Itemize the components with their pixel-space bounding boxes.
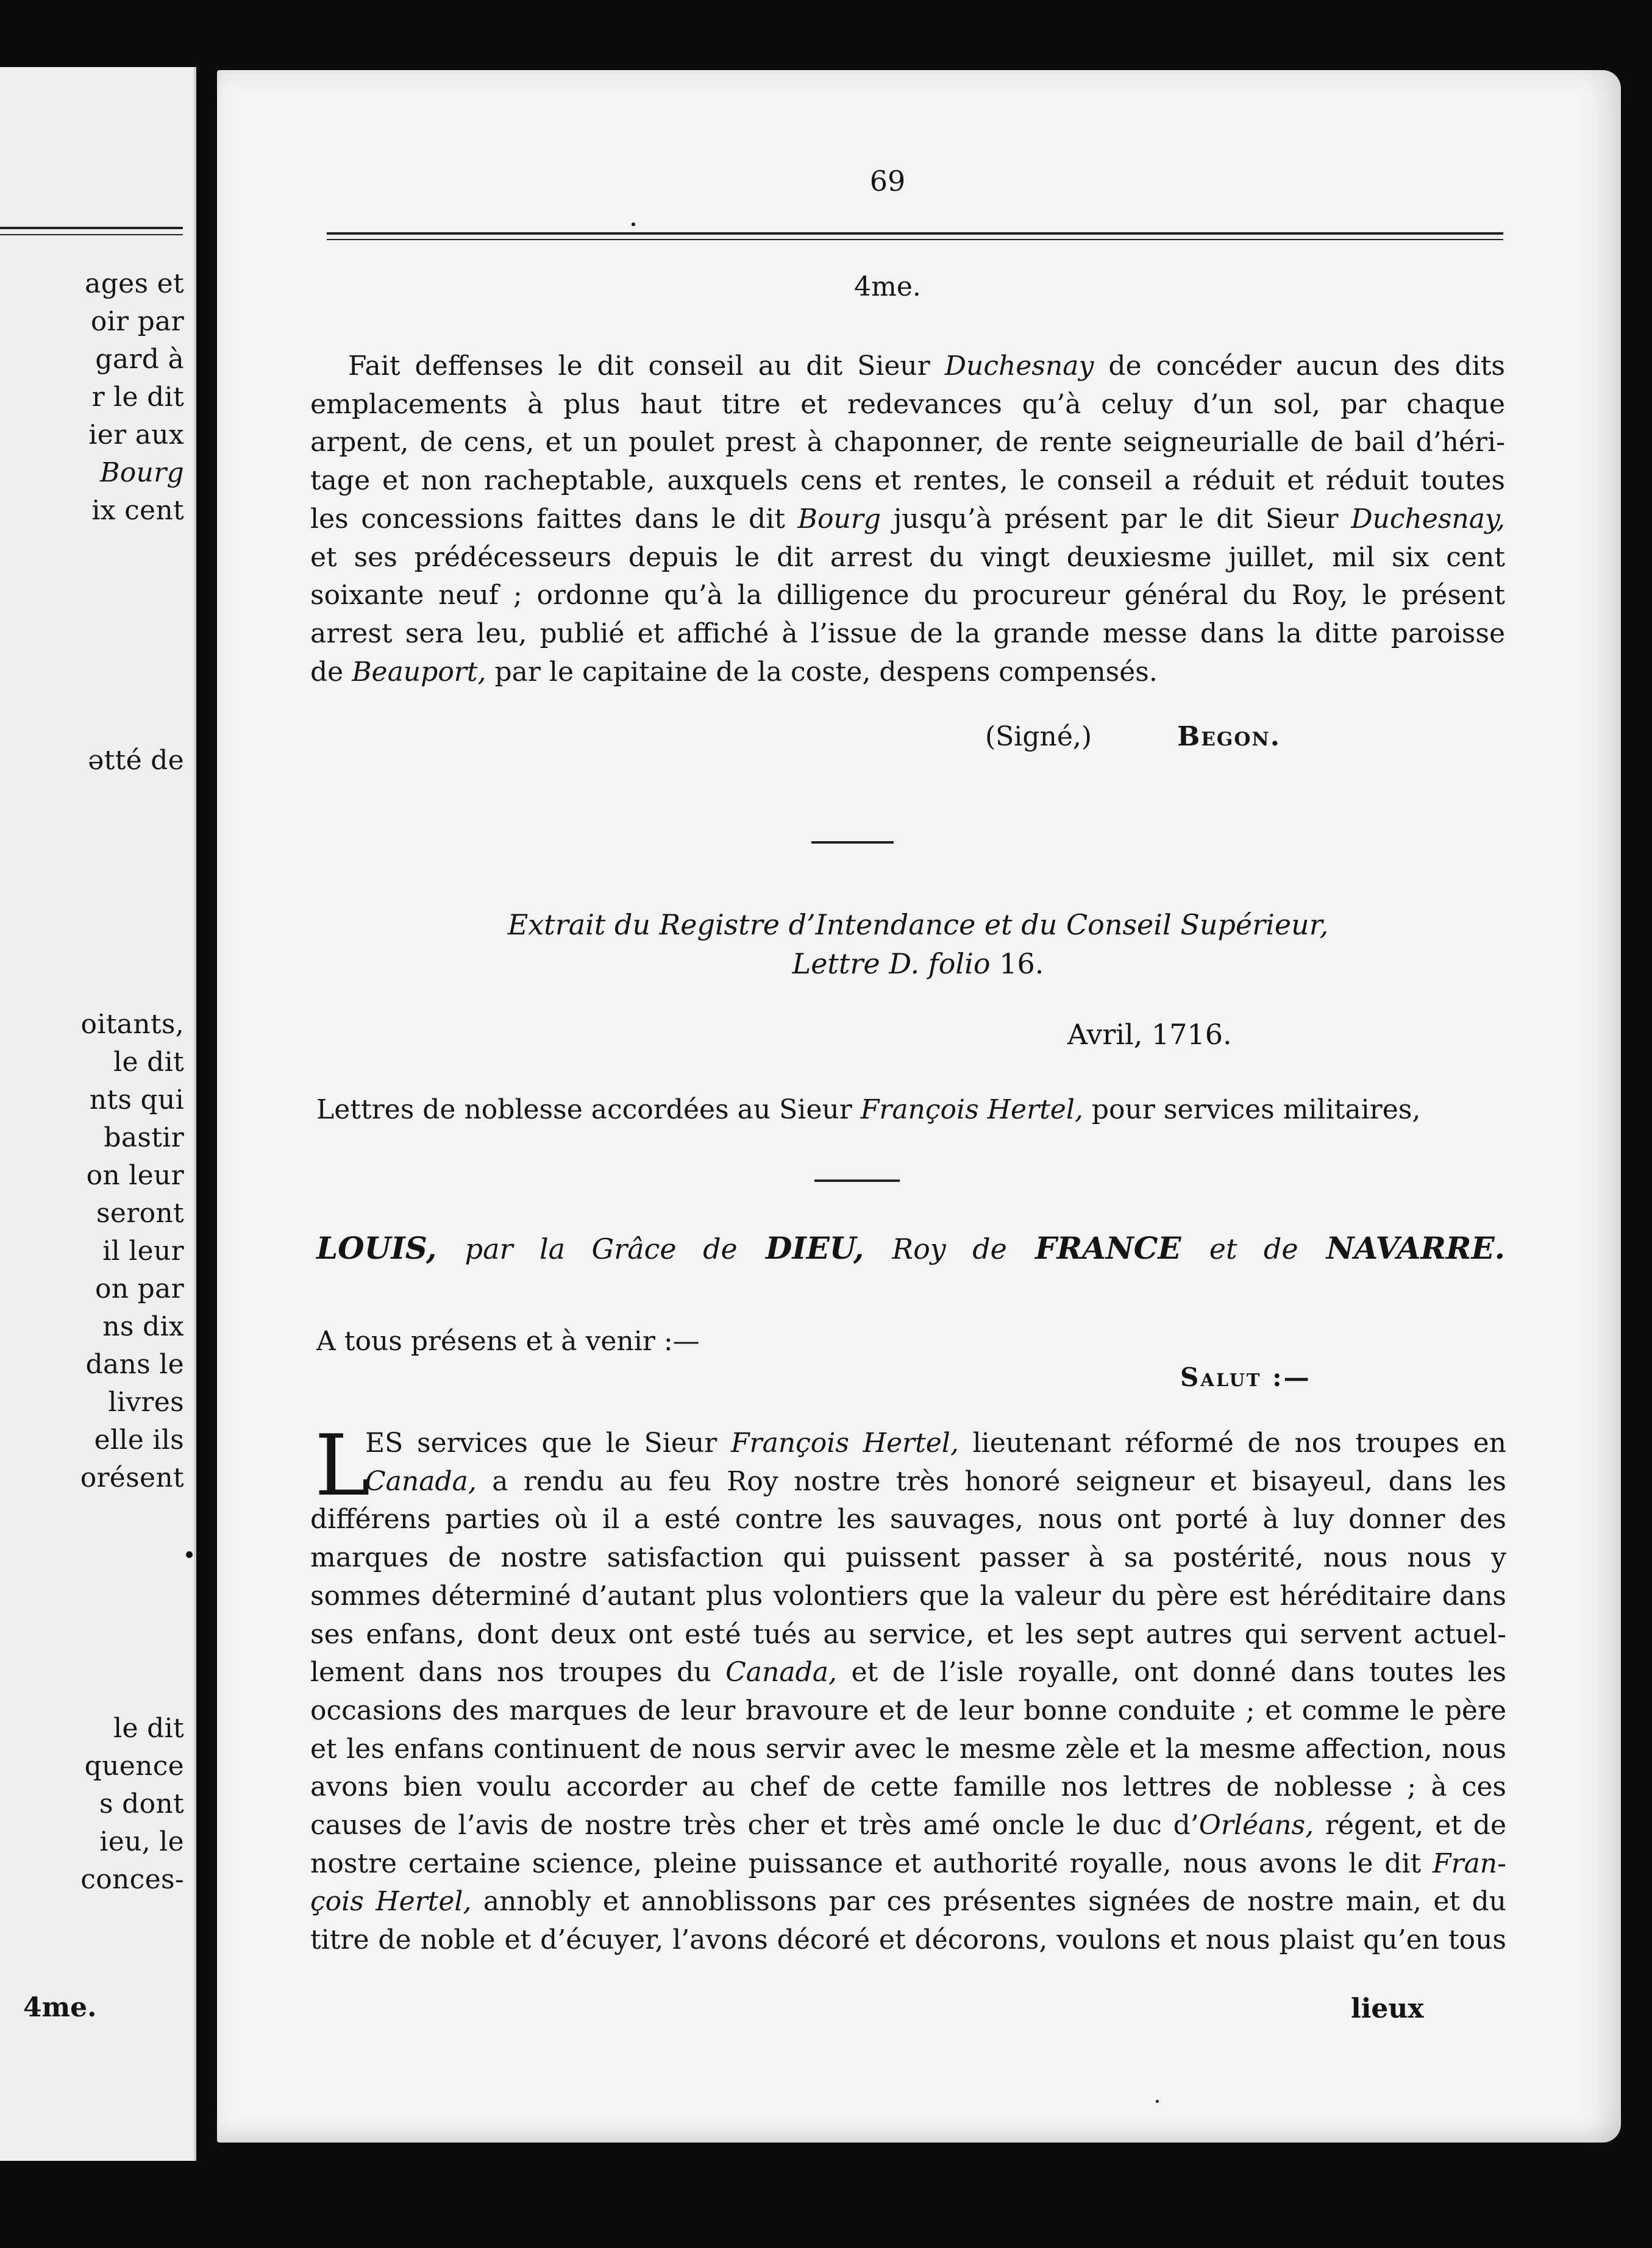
left-line: Bourg	[100, 457, 184, 488]
text-line: causes de l’avis de nostre très cher et très amé oncle le duc d’Orléans, régent, et de	[310, 1810, 1506, 1841]
catchword: lieux	[1351, 1993, 1424, 2024]
extract-heading	[339, 905, 1497, 983]
salut: Salut :—	[1180, 1362, 1311, 1392]
text-line: arpent, de cens, et un poulet prest à chaponner, de rente seigneurialle de bail d’héri-	[310, 427, 1505, 458]
text-line: marques de nostre satisfaction qui puissent passer à sa postérité, nous nous y	[310, 1542, 1506, 1574]
left-line: on leur	[86, 1160, 184, 1191]
left-line: ages et	[85, 268, 184, 299]
date: Avril, 1716.	[1067, 1018, 1232, 1051]
letters-title: Lettres de noblesse accordées au Sieur François Hertel, pour services militaires,	[316, 1094, 1421, 1125]
section-divider	[814, 1179, 900, 1182]
left-line: ətté de	[88, 745, 184, 776]
left-line: oitants,	[80, 1009, 184, 1040]
left-line: ier aux	[88, 419, 184, 450]
page	[217, 70, 1621, 2143]
text-line: ses enfans, dont deux ont esté tués au service, et les sept autres qui servent actuel-	[310, 1618, 1506, 1650]
text-line: et ses prédécesseurs depuis le dit arrest du vingt deuxiesme juillet, mil six cent	[310, 541, 1505, 573]
left-page-footer: 4me.	[23, 1992, 97, 2023]
letters-body	[310, 1417, 1507, 1960]
left-page-rule	[0, 227, 183, 229]
text-line: çois Hertel, annobly et annoblissons par ces présentes signées de nostre main, et du	[310, 1886, 1506, 1918]
extract-line-2: Lettre D. folio 16.	[792, 947, 1044, 980]
header-rule	[327, 232, 1503, 235]
left-line: dans le	[85, 1349, 184, 1380]
text-line: avons bien voulu accorder au chef de cette famille nos lettres de noblesse ; à ces	[310, 1771, 1506, 1803]
text-line: de Beauport, par le capitaine de la coste, despens compensés.	[310, 656, 1158, 688]
left-line: oir par	[90, 306, 184, 337]
left-line: elle ils	[94, 1425, 184, 1456]
text-line: Canada, a rendu au feu Roy nostre très honoré seigneur et bisayeul, dans les	[365, 1465, 1506, 1497]
left-line: r le dit	[91, 382, 184, 413]
address-line: A tous présens et à venir :—	[316, 1326, 700, 1357]
left-line: le dit	[113, 1713, 184, 1744]
left-line: bastir	[104, 1122, 184, 1153]
left-line: nts qui	[89, 1084, 184, 1115]
text-line: emplacements à plus haut titre et redevances qu’à celuy d’un sol, par chaque	[310, 388, 1505, 420]
left-line: on par	[94, 1273, 184, 1304]
text-line: lement dans nos troupes du Canada, et de l’isle royalle, ont donné dans toutes les	[310, 1657, 1507, 1688]
signature-block	[985, 721, 1281, 752]
text-line: occasions des marques de leur bravoure et de leur bonne conduite ; et comme le père	[310, 1695, 1506, 1726]
signature-label: (Signé,)	[985, 721, 1092, 752]
extract-line-1: Extrait du Registre d’Intendance et du Conseil Supérieur,	[507, 908, 1329, 941]
left-line: livres	[108, 1387, 184, 1418]
text-line: arrest sera leu, publié et affiché à l’issue de la grande messe dans la ditte paroisse	[310, 617, 1505, 649]
left-page-rule-thin	[0, 234, 183, 235]
previous-page-fragment	[0, 67, 196, 2161]
left-line: ieu, le	[99, 1826, 184, 1857]
text-line: Fait deffenses le dit conseil au dit Sieur Duchesnay de concéder aucun des dits	[348, 350, 1505, 382]
page-speck	[632, 222, 635, 226]
left-line: conces-	[80, 1864, 184, 1895]
drop-cap: L	[315, 1417, 371, 1515]
royal-title: LOUIS, par la Grâce de DIEU, Roy de FRANCE et de NAVARRE.	[316, 1230, 1505, 1266]
left-line: orésent	[80, 1462, 184, 1493]
left-line: seront	[96, 1198, 184, 1229]
margin-dot	[186, 1551, 193, 1558]
left-line: il leur	[102, 1236, 184, 1267]
section-heading: 4me.	[854, 271, 921, 302]
text-line: et les enfans continuent de nous servir avec le mesme zèle et la mesme affection, nous	[310, 1733, 1506, 1765]
text-line: ES services que le Sieur François Hertel, lieutenant réformé de nos troupes en	[365, 1428, 1506, 1459]
left-line: quence	[84, 1751, 184, 1782]
text-line: titre de noble et d’écuyer, l’avons décoré et décorons, voulons et nous plaist qu’en tous	[310, 1924, 1506, 1956]
text-line: sommes déterminé d’autant plus volontiers que la valeur du père est héréditaire dans	[310, 1580, 1506, 1612]
left-line: gard à	[95, 344, 184, 375]
left-line: ns dix	[102, 1311, 184, 1342]
left-line: ix cent	[91, 495, 184, 526]
left-line: s dont	[99, 1788, 184, 1819]
text-line: les concessions faittes dans le dit Bourg jusqu’à présent par le dit Sieur Duchesnay,	[310, 503, 1505, 535]
text-line: nostre certaine science, pleine puissance et authorité royalle, nous avons le dit Fran-	[310, 1848, 1506, 1879]
text-line: tage et non racheptable, auxquels cens et rentes, le conseil a réduit et réduit toutes	[310, 465, 1505, 497]
header-rule-thin	[327, 239, 1503, 240]
left-line: le dit	[113, 1047, 184, 1078]
decree-paragraph	[310, 347, 1505, 691]
page-speck	[1156, 2100, 1159, 2103]
page-number: 69	[869, 165, 906, 197]
text-line: différens parties où il a esté contre les sauvages, nous ont porté à luy donner des	[310, 1504, 1506, 1535]
signature-name: Begon.	[1177, 721, 1281, 752]
section-divider	[811, 841, 894, 844]
text-line: soixante neuf ; ordonne qu’à la dilligence du procureur général du Roy, le présent	[310, 580, 1505, 611]
